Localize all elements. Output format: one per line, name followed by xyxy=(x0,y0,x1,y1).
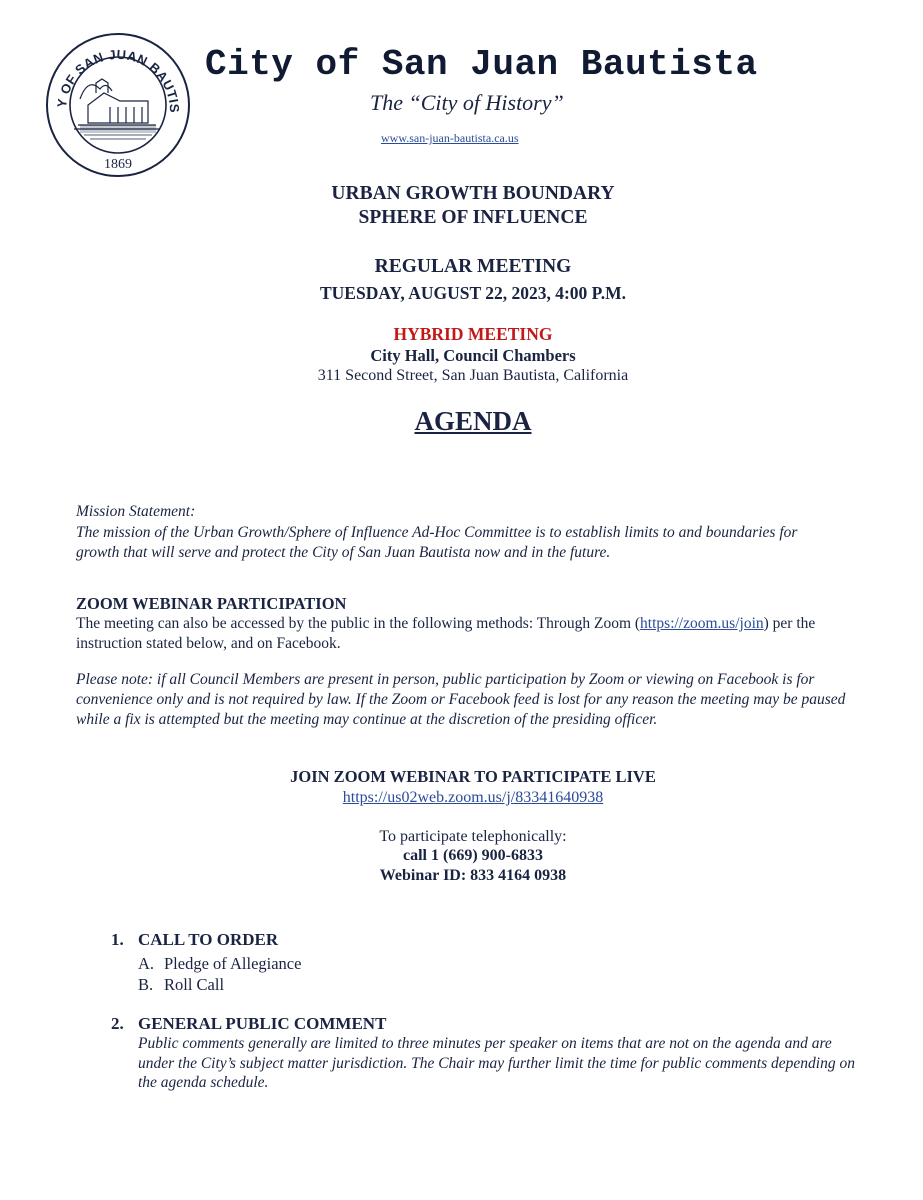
join-zoom-link[interactable]: https://us02web.zoom.us/j/83341640938 xyxy=(342,789,604,806)
city-title: City of San Juan Bautista xyxy=(205,44,758,85)
agenda-title: AGENDA xyxy=(414,406,532,436)
svg-text:CITY OF SAN JUAN BAUTISTA xyxy=(44,31,182,113)
mission-text: The mission of the Urban Growth/Sphere of Influence Ad-Hoc Committee is to establish limits to and boundaries for growth that will serve and protect the City of San Juan Bautista now and in the future. xyxy=(76,524,798,561)
item-1b-label: Roll Call xyxy=(164,975,225,994)
city-website-link[interactable]: www.san-juan-bautista.ca.us xyxy=(381,131,519,145)
item-2-title: GENERAL PUBLIC COMMENT xyxy=(138,1014,387,1033)
item-1a-letter: A. xyxy=(138,954,155,973)
committee-line-1: URBAN GROWTH BOUNDARY xyxy=(331,183,615,204)
meeting-format: HYBRID MEETING xyxy=(393,324,553,344)
item-2-number: 2. xyxy=(111,1014,124,1033)
phone-number: call 1 (669) 900-6833 xyxy=(403,847,543,864)
city-tagline: The “City of History” xyxy=(370,90,564,115)
join-zoom-heading: JOIN ZOOM WEBINAR TO PARTICIPATE LIVE xyxy=(290,767,656,786)
zoom-note: Please note: if all Council Members are present in person, public participation by Zoom or viewing on Facebook is for convenience only and is not required by law. If the Zoom or Facebook feed is lost for any reason the meeting may be paused while a fix is attempted but the meeting may continue at the discretion of the presiding officer. xyxy=(76,671,846,728)
item-1a-label: Pledge of Allegiance xyxy=(164,954,302,973)
zoom-heading: ZOOM WEBINAR PARTICIPATION xyxy=(76,594,347,613)
seal-text: Y OF SAN JUAN BAUTIS xyxy=(54,46,183,114)
item-1-title: CALL TO ORDER xyxy=(138,930,279,949)
zoom-join-link[interactable]: https://zoom.us/join xyxy=(640,615,764,632)
committee-line-2: SPHERE OF INFLUENCE xyxy=(358,207,588,228)
seal-year: 1869 xyxy=(104,157,132,172)
meeting-type: REGULAR MEETING xyxy=(374,256,572,277)
zoom-text-before: The meeting can also be accessed by the public in the following methods: Through Zoom ( xyxy=(76,615,641,632)
zoom-text-after: ) per the instruction stated below, and on Facebook. xyxy=(76,615,816,652)
item-1-number: 1. xyxy=(111,930,124,949)
meeting-datetime: TUESDAY, AUGUST 22, 2023, 4:00 P.M. xyxy=(320,283,626,303)
mission-label: Mission Statement: xyxy=(76,503,196,520)
meeting-address: 311 Second Street, San Juan Bautista, California xyxy=(317,367,629,384)
item-1b-letter: B. xyxy=(138,975,154,994)
webinar-id: Webinar ID: 833 4164 0938 xyxy=(379,867,567,884)
item-2-text: Public comments generally are limited to three minutes per speaker on items that are not on the agenda and are under the City’s subject matter jurisdiction. The Chair may further limit the time for public comments depending on the agenda schedule. xyxy=(138,1035,855,1091)
meeting-venue: City Hall, Council Chambers xyxy=(370,346,576,365)
city-seal xyxy=(44,31,192,179)
phone-intro: To participate telephonically: xyxy=(379,828,567,845)
zoom-paragraph xyxy=(76,614,876,654)
